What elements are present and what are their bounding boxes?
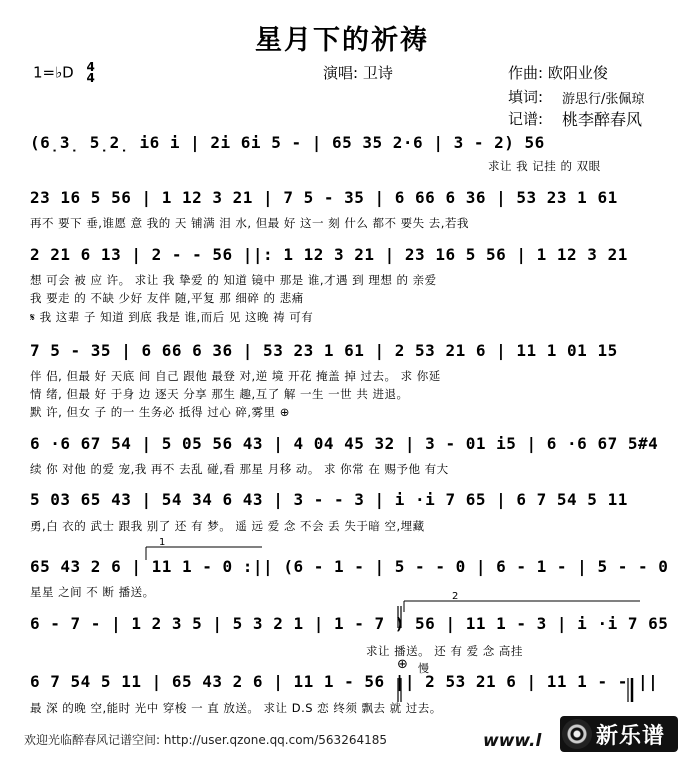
lyric-line-13: 最 深 的晚 空,能时 光中 穿梭 一 直 放送。 求让 D.S 恋 终须 飘去 就 过去。 [30,701,442,715]
notation-line-2: 23 16 5 56 | 1 12 3 21 | 7 5 - 35 | 6 66 6 36 | 53 23 1 61 [30,188,618,207]
notation-line-3: 2 21 6 13 | 2 - - 56 ||: 1 12 3 21 | 23 16 5 56 | 1 12 3 21 [30,245,628,264]
lyric-line-11: 星星 之间 不 断 播送。 [30,585,155,599]
transcriber-label: 记谱: [508,110,544,128]
time-bottom: 4 [86,71,95,85]
notation-line-8: 6 - 7 - | 1 2 3 5 | 5 3 2 1 | 1 - 7 ) 56 | 11 1 - 3 | i ·i 7 65 [30,614,669,633]
lyric-line-7: 情 绪, 但最 好 于身 边 逐天 分享 那生 趣,互了 解 一生 一世 共 进退。 [30,387,409,401]
transcriber-name: 桃李醉春风 [562,110,643,129]
key-signature [33,62,95,84]
footer-website: 欢迎光临醉春风记谱空间: http://user.qzone.qq.com/563264185 [24,733,388,747]
notation-line-6: 5 03 65 43 | 54 34 6 43 | 3 - - 3 | i ·i 7 65 | 6 7 54 5 11 [30,490,628,509]
coda-sign: ⊕ [397,657,408,672]
lyric-line-9: 续 你 对他 的爱 宠,我 再不 去乱 碰,看 那星 月移 动。 求 你常 在 赐予他 有大 [30,462,449,476]
time-top: 4 [86,60,95,74]
lyricist-label: 填词: [508,88,544,106]
lyric-line-1: 求让 我 记挂 的 双眼 [488,159,601,173]
lyric-line-3: 想 可会 被 应 许。 求让 我 挚爱 的 知道 镜中 那是 谁,才遇 到 理想 的 亲爱 [30,273,437,287]
record-disc-icon [562,719,592,749]
lyricist-name: 游思行/张佩琼 [562,92,645,107]
key-label: 1=♭D [33,63,74,82]
lyric-line-2: 再不 要下 垂,谁愿 意 我的 天 铺满 泪 水, 但最 好 这一 刻 什么 都不 要失 去,若我 [30,216,469,230]
brand-logo [560,716,678,752]
lyric-line-8: 默 许, 但女 子 的一 生务必 抵得 过心 碎,雾里 ⊕ [30,405,290,419]
lyric-line-4: 我 要走 的 不缺 少好 友伴 随,平复 那 细碎 的 悲痛 [30,291,304,305]
tempo-slow-mark: 慢 [418,662,429,675]
volta-1-label: 1 [159,537,166,548]
notation-line-9: 6 7 54 5 11 | 65 43 2 6 | 11 1 - 56 || 2 53 21 6 | 11 1 - - || [30,672,659,691]
brand-name: 新乐谱 [596,724,666,749]
volta-2-label: 2 [452,591,459,602]
lyric-line-10: 勇,白 衣的 武士 跟我 别了 还 有 梦。 遥 远 爱 念 不会 丢 失于暗 空,埋藏 [30,519,425,533]
watermark-url-fragment: www.l [483,731,542,751]
song-title: 星月下的祈祷 [255,25,429,56]
notation-line-4: 7 5 - 35 | 6 66 6 36 | 53 23 1 61 | 2 53 21 6 | 11 1 01 15 [30,341,618,360]
lyric-line-6: 伴 侣, 但最 好 天底 间 自己 跟他 最登 对,逆 境 开花 掩盖 掉 过去。 求 你延 [30,369,441,383]
composer-credit: 作曲: 欧阳业俊 [508,64,608,82]
notation-line-5: 6 ·6 67 54 | 5 05 56 43 | 4 04 45 32 | 3 - 01 i5 | 6 ·6 67 5#4 [30,434,659,453]
notation-line-1: (6̣3̣ 5̣2̣ i6 i | 2i 6i 5 - | 65 35 2·6 | 3 - 2) 56 [30,133,545,152]
notation-line-7: 65 43 2 6 | 11 1 - 0 :|| (6 - 1 - | 5 - - 0 | 6 - 1 - | 5 - - 0 [30,557,669,576]
lyric-line-5: 𝄋 我 这辈 子 知道 到底 我是 谁,而后 见 这晚 祷 可有 [30,310,314,324]
time-signature [87,62,95,84]
lyric-line-12: 求让 播送。 还 有 爱 念 高挂 [366,644,523,658]
singer-credit: 演唱: 卫诗 [323,64,393,82]
